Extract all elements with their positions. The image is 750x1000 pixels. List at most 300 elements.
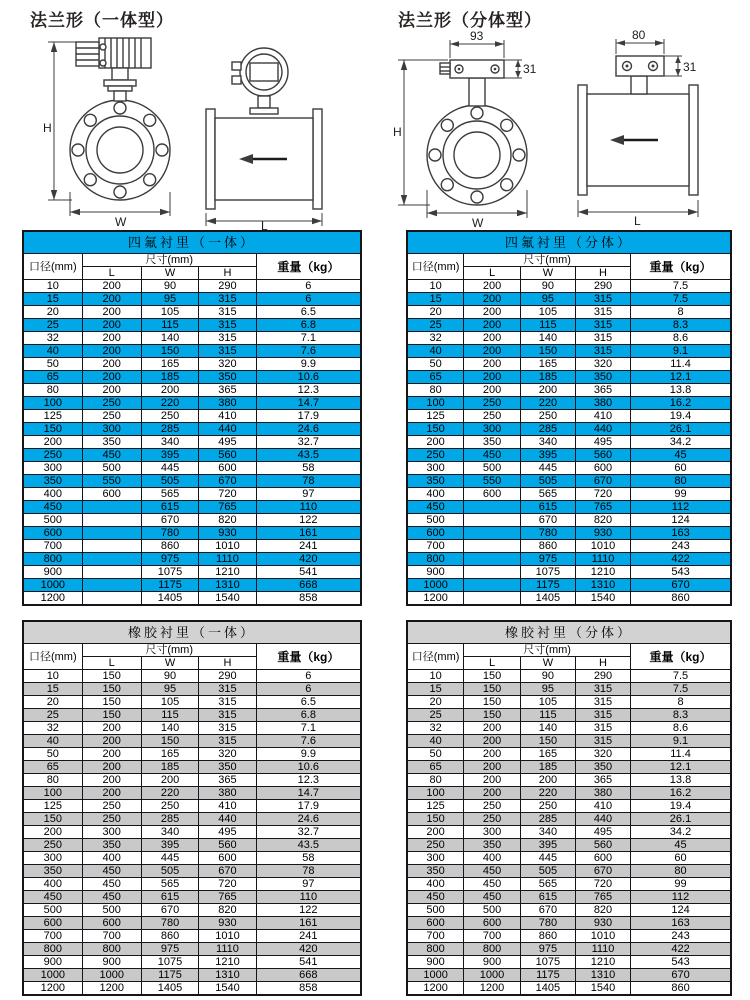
table-cell: 15 [23, 293, 82, 306]
table-row [407, 826, 731, 839]
table-cell: 500 [464, 462, 521, 475]
table-cell: 15 [407, 293, 464, 306]
table-cell: 78 [256, 865, 361, 878]
table-cell: 150 [82, 709, 141, 722]
table-cell: 1200 [407, 982, 464, 996]
table-cell: 300 [82, 423, 141, 436]
table-row [407, 475, 731, 488]
table-cell: 315 [199, 709, 256, 722]
table-cell: 860 [520, 930, 575, 943]
table-cell: 670 [199, 865, 256, 878]
integrated-side-view-drawing [192, 42, 337, 230]
table-cell: 290 [575, 670, 630, 683]
table-cell: 495 [575, 436, 630, 449]
table-cell: 315 [575, 683, 630, 696]
table-cell: 500 [464, 904, 521, 917]
table-cell: 440 [575, 423, 630, 436]
table-cell: 560 [575, 839, 630, 852]
table-row [23, 813, 361, 826]
table-row [407, 904, 731, 917]
table-cell: 60 [631, 462, 731, 475]
table-cell: 720 [199, 488, 256, 501]
table-cell: 400 [407, 488, 464, 501]
table-cell: 1210 [199, 956, 256, 969]
table-cell: 90 [141, 670, 198, 683]
table-cell: 250 [464, 397, 521, 410]
table-cell: 122 [256, 904, 361, 917]
table-cell: 495 [199, 826, 256, 839]
table-cell: 200 [520, 774, 575, 787]
table-cell: 285 [520, 423, 575, 436]
table-cell: 615 [141, 501, 198, 514]
table-cell: 9.9 [256, 748, 361, 761]
table-cell: 365 [199, 774, 256, 787]
table-cell: 420 [256, 553, 361, 566]
table-cell: 250 [141, 800, 198, 813]
table-cell: 450 [82, 449, 141, 462]
table-cell: 930 [199, 527, 256, 540]
table-cell: 350 [464, 436, 521, 449]
table-cell: 40 [23, 345, 82, 358]
table-cell: 541 [256, 566, 361, 579]
table-cell: 200 [464, 722, 521, 735]
table-cell: 300 [407, 852, 464, 865]
table-row [23, 839, 361, 852]
table-row [23, 683, 361, 696]
table-cell: 350 [82, 436, 141, 449]
table-cell: 250 [82, 397, 141, 410]
table-cell [82, 527, 141, 540]
table-cell: 315 [199, 306, 256, 319]
table-cell: 800 [23, 553, 82, 566]
table-cell: 163 [631, 527, 731, 540]
table-cell: 100 [23, 397, 82, 410]
table-cell: 7.6 [256, 345, 361, 358]
table-row [407, 852, 731, 865]
table-cell: 780 [520, 527, 575, 540]
table-cell: 560 [575, 449, 630, 462]
table-row [23, 358, 361, 371]
table-row [23, 735, 361, 748]
table-cell: 241 [256, 930, 361, 943]
table-cell: 860 [141, 540, 198, 553]
table-cell: 720 [575, 488, 630, 501]
table-row [407, 956, 731, 969]
table-row [23, 956, 361, 969]
table-cell: 1000 [23, 579, 82, 592]
table-cell: 1110 [575, 553, 630, 566]
table-cell: 565 [141, 878, 198, 891]
table-row [407, 553, 731, 566]
table-cell: 13.8 [631, 774, 731, 787]
table-cell: 700 [407, 540, 464, 553]
table-cell: 15 [23, 683, 82, 696]
table-cell: 410 [575, 800, 630, 813]
table-cell: 200 [407, 826, 464, 839]
table-cell: 380 [199, 397, 256, 410]
table-row [407, 839, 731, 852]
table-row [23, 345, 361, 358]
table-cell: 125 [407, 410, 464, 423]
table-cell: 320 [575, 748, 630, 761]
table-cell: 200 [464, 280, 521, 293]
table-cell: 25 [23, 709, 82, 722]
table-cell: 40 [407, 345, 464, 358]
table-cell: 615 [520, 501, 575, 514]
table-cell: 14.7 [256, 397, 361, 410]
table-cell: 820 [199, 904, 256, 917]
table-cell: 8.3 [631, 319, 731, 332]
table-row [23, 410, 361, 423]
table-cell: 765 [575, 501, 630, 514]
table-cell: 400 [464, 852, 521, 865]
table-cell: 860 [631, 982, 731, 996]
table-cell: 315 [199, 345, 256, 358]
table-cell: 7.6 [256, 735, 361, 748]
table-cell: 124 [631, 514, 731, 527]
table-cell: 1200 [23, 982, 82, 996]
table-cell: 250 [520, 800, 575, 813]
table-row [407, 488, 731, 501]
table-cell: 80 [23, 774, 82, 787]
table-row [407, 332, 731, 345]
table-cell: 100 [407, 397, 464, 410]
table-cell: 900 [23, 956, 82, 969]
dim-value-93: 93 [470, 29, 484, 43]
table-cell: 16.2 [631, 787, 731, 800]
table-cell: 565 [520, 488, 575, 501]
table-cell: 1010 [199, 540, 256, 553]
dim-label-h-split: H [393, 125, 402, 139]
table-cell: 670 [141, 514, 198, 527]
table-cell: 560 [199, 839, 256, 852]
table-cell: 115 [141, 709, 198, 722]
table-row [23, 982, 361, 996]
table-row [23, 566, 361, 579]
table-cell: 220 [141, 397, 198, 410]
table-cell: 95 [141, 683, 198, 696]
table-cell [464, 592, 521, 606]
table-cell: 543 [631, 956, 731, 969]
table-row [23, 865, 361, 878]
table-cell: 32.7 [256, 436, 361, 449]
table-row [23, 592, 361, 606]
table-row [407, 436, 731, 449]
table-cell: 1000 [23, 969, 82, 982]
table-cell [464, 540, 521, 553]
table-row [407, 345, 731, 358]
table-cell: 6 [256, 670, 361, 683]
table-cell: 7.5 [631, 293, 731, 306]
table-cell: 450 [407, 501, 464, 514]
table-cell: 8.6 [631, 722, 731, 735]
table-cell: 1010 [575, 930, 630, 943]
table-cell: 17.9 [256, 800, 361, 813]
table-row [23, 319, 361, 332]
table-cell: 315 [199, 332, 256, 345]
table-cell [464, 566, 521, 579]
table-cell: 500 [407, 514, 464, 527]
table-row [23, 774, 361, 787]
table-cell: 26.1 [631, 813, 731, 826]
table-row [23, 852, 361, 865]
col-header-diameter: 口径(mm) [23, 254, 82, 280]
table-cell: 450 [407, 891, 464, 904]
table-cell: 365 [575, 384, 630, 397]
table-cell: 24.6 [256, 813, 361, 826]
table-cell: 600 [464, 488, 521, 501]
table-cell: 1200 [464, 982, 521, 996]
table-cell: 400 [23, 878, 82, 891]
table-cell: 32 [407, 722, 464, 735]
table-cell: 115 [141, 319, 198, 332]
table-cell: 200 [464, 371, 521, 384]
table-row [407, 371, 731, 384]
table-row [23, 696, 361, 709]
table-cell: 250 [23, 449, 82, 462]
table-cell: 505 [141, 475, 198, 488]
table-cell: 26.1 [631, 423, 731, 436]
table-row [407, 800, 731, 813]
table-cell: 320 [199, 748, 256, 761]
table-cell: 1310 [575, 969, 630, 982]
table-cell: 200 [464, 735, 521, 748]
table-cell: 10.6 [256, 371, 361, 384]
table-row [407, 514, 731, 527]
table-cell: 200 [464, 319, 521, 332]
table-cell: 250 [23, 839, 82, 852]
table-cell: 243 [631, 930, 731, 943]
table-cell: 185 [141, 371, 198, 384]
table-cell: 1405 [141, 982, 198, 996]
table-cell: 395 [141, 839, 198, 852]
table-cell: 300 [464, 423, 521, 436]
table-cell: 150 [141, 345, 198, 358]
table-cell [464, 501, 521, 514]
table-cell: 1010 [575, 540, 630, 553]
table-row [23, 397, 361, 410]
table-cell: 450 [82, 891, 141, 904]
table-cell: 200 [82, 735, 141, 748]
table-row [23, 423, 361, 436]
table-cell: 300 [23, 462, 82, 475]
table-cell: 9.1 [631, 735, 731, 748]
table-cell: 800 [407, 553, 464, 566]
table-row [23, 462, 361, 475]
table-cell: 1310 [199, 969, 256, 982]
table-cell: 20 [407, 306, 464, 319]
table-row [407, 423, 731, 436]
table-cell: 860 [631, 592, 731, 606]
table-cell: 1000 [82, 969, 141, 982]
table-cell: 615 [141, 891, 198, 904]
table-cell: 975 [520, 553, 575, 566]
table-cell: 19.4 [631, 800, 731, 813]
table-cell: 290 [575, 280, 630, 293]
table-row [23, 904, 361, 917]
table-cell: 97 [256, 878, 361, 891]
table-cell: 80 [631, 865, 731, 878]
table-cell: 500 [82, 462, 141, 475]
table-cell: 410 [575, 410, 630, 423]
table-cell: 820 [199, 514, 256, 527]
table-row [23, 501, 361, 514]
table-cell: 450 [82, 865, 141, 878]
table-cell: 350 [575, 371, 630, 384]
table-cell: 600 [575, 462, 630, 475]
table-row [407, 930, 731, 943]
table-cell: 600 [23, 527, 82, 540]
table-row [23, 553, 361, 566]
table-cell: 200 [464, 293, 521, 306]
table-row [23, 488, 361, 501]
table-cell: 220 [520, 397, 575, 410]
table-cell: 1540 [199, 982, 256, 996]
table-cell: 1310 [575, 579, 630, 592]
table-cell: 40 [407, 735, 464, 748]
dim-value-31-side: 31 [683, 60, 697, 74]
table-cell: 105 [141, 306, 198, 319]
table-cell: 800 [23, 943, 82, 956]
table-cell: 445 [520, 462, 575, 475]
table-row [23, 306, 361, 319]
table-cell: 350 [23, 475, 82, 488]
table-cell: 440 [199, 813, 256, 826]
table-cell: 765 [199, 501, 256, 514]
table-cell: 250 [464, 800, 521, 813]
table-cell: 150 [141, 735, 198, 748]
col-header-diameter: 口径(mm) [407, 254, 464, 280]
table-rubber-integrated [22, 620, 362, 996]
table-cell: 400 [23, 488, 82, 501]
table-cell: 290 [199, 670, 256, 683]
table-cell: 250 [464, 813, 521, 826]
table-cell: 315 [575, 306, 630, 319]
table-cell: 900 [464, 956, 521, 969]
table-cell: 150 [23, 423, 82, 436]
table-cell: 670 [520, 514, 575, 527]
table-cell: 200 [82, 384, 141, 397]
table-cell [82, 514, 141, 527]
table-cell: 1000 [407, 579, 464, 592]
table-cell: 150 [23, 813, 82, 826]
table-cell: 7.5 [631, 683, 731, 696]
table-cell: 615 [520, 891, 575, 904]
table-row [407, 501, 731, 514]
table-cell: 250 [407, 839, 464, 852]
table-cell: 112 [631, 501, 731, 514]
table-cell: 1540 [575, 982, 630, 996]
table-cell: 140 [520, 332, 575, 345]
table-row [23, 540, 361, 553]
table-cell: 1405 [520, 982, 575, 996]
col-header-size: 尺寸(mm) [464, 254, 631, 267]
table-cell [464, 514, 521, 527]
table-cell: 43.5 [256, 839, 361, 852]
col-header-l: L [82, 657, 141, 670]
col-header-size: 尺寸(mm) [82, 644, 256, 657]
table-cell: 200 [82, 748, 141, 761]
table-row [23, 384, 361, 397]
table-cell: 200 [82, 306, 141, 319]
dim-label-l-integrated: L [261, 219, 268, 230]
table-row [407, 969, 731, 982]
table-cell: 10 [407, 670, 464, 683]
table-cell: 700 [23, 540, 82, 553]
table-row [407, 943, 731, 956]
table-row [23, 475, 361, 488]
table-cell: 900 [23, 566, 82, 579]
table-cell: 200 [23, 436, 82, 449]
table-cell: 450 [82, 878, 141, 891]
table-row [407, 878, 731, 891]
table-cell: 505 [520, 865, 575, 878]
table-cell: 600 [82, 917, 141, 930]
table-cell: 32 [407, 332, 464, 345]
table-cell: 220 [141, 787, 198, 800]
table-cell: 860 [520, 540, 575, 553]
table-cell: 930 [575, 917, 630, 930]
table-cell: 450 [464, 891, 521, 904]
table-cell: 7.5 [631, 280, 731, 293]
table-cell: 125 [23, 410, 82, 423]
table-cell: 95 [520, 293, 575, 306]
table-cell: 450 [23, 501, 82, 514]
table-cell: 600 [199, 462, 256, 475]
table-cell: 125 [407, 800, 464, 813]
table-cell: 1075 [141, 956, 198, 969]
table-row [23, 371, 361, 384]
col-header-w: W [520, 657, 575, 670]
table-cell: 450 [464, 865, 521, 878]
table-cell: 12.3 [256, 774, 361, 787]
table-row [407, 397, 731, 410]
table-cell: 440 [575, 813, 630, 826]
table-cell: 6 [256, 683, 361, 696]
table-cell: 505 [141, 865, 198, 878]
table-cell: 1075 [520, 566, 575, 579]
table-row [23, 748, 361, 761]
table-cell: 1175 [520, 969, 575, 982]
table-cell: 350 [407, 475, 464, 488]
table-cell: 150 [464, 696, 521, 709]
col-header-weight: 重量（kg） [631, 254, 731, 280]
table-row [407, 410, 731, 423]
table-cell: 315 [199, 735, 256, 748]
table-cell: 45 [631, 449, 731, 462]
table-cell [464, 553, 521, 566]
table-cell: 285 [520, 813, 575, 826]
table-cell: 500 [407, 904, 464, 917]
table-cell: 320 [575, 358, 630, 371]
table-cell: 250 [82, 813, 141, 826]
table-cell: 250 [407, 449, 464, 462]
table-row [407, 761, 731, 774]
table-cell: 7.5 [631, 670, 731, 683]
table-cell: 670 [631, 579, 731, 592]
table-cell [82, 553, 141, 566]
table-cell [82, 592, 141, 606]
table-cell: 25 [407, 709, 464, 722]
table-row [407, 709, 731, 722]
table-cell: 25 [23, 319, 82, 332]
table-cell: 161 [256, 917, 361, 930]
table-cell: 34.2 [631, 826, 731, 839]
table-cell: 1200 [407, 592, 464, 606]
table-cell: 65 [407, 371, 464, 384]
table-cell: 97 [256, 488, 361, 501]
col-header-diameter: 口径(mm) [407, 644, 464, 670]
